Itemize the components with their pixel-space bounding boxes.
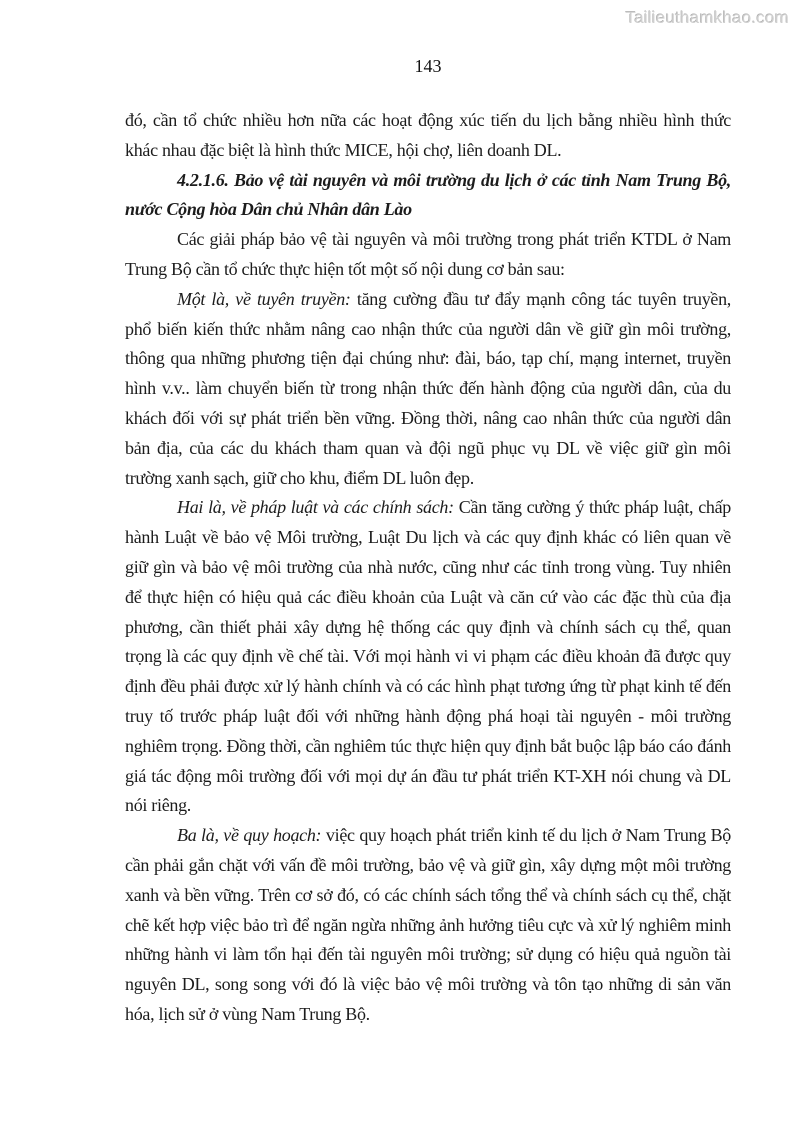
- paragraph-lead: Một là, về tuyên truyền:: [177, 288, 351, 309]
- paragraph-text: tăng cường đầu tư đẩy mạnh công tác tuyên truyền, phổ biến kiến thức nhằm nâng cao nhận thức của người dân về giữ gìn môi trường, thông qua những phương tiện đại chúng như: đài, báo, tạp chí, mạng internet, truyền hình v.v.. làm chuyển biến từ trong nhận thức đến hành động của người dân, của du khách đối với sự phát triển bền vững. Đồng thời, nâng cao nhân thức của người dân bản địa, của các du khách tham quan và đội ngũ phục vụ DL về việc giữ gìn môi trường xanh sạch, giữ cho khu, điểm DL luôn đẹp.: [125, 288, 731, 488]
- paragraph: [125, 821, 731, 1030]
- intro-paragraph: đó, cần tổ chức nhiều hơn nữa các hoạt động xúc tiến du lịch bằng nhiều hình thức khác nhau đặc biệt là hình thức MICE, hội chợ, liên doanh DL.: [125, 110, 731, 160]
- paragraph: [125, 285, 731, 494]
- page-number: 143: [414, 56, 442, 76]
- document-body: [125, 106, 731, 1030]
- paragraph: [125, 225, 731, 285]
- paragraph: [125, 493, 731, 821]
- watermark: Tailieuthamkhao.com: [625, 8, 789, 27]
- paragraph-text: Các giải pháp bảo vệ tài nguyên và môi trường trong phát triển KTDL ở Nam Trung Bộ cần tổ chức thực hiện tốt một số nội dung cơ bản sau:: [125, 229, 731, 279]
- paragraph-lead: Ba là, về quy hoạch:: [177, 825, 322, 846]
- paragraph-text: Cần tăng cường ý thức pháp luật, chấp hành Luật về bảo vệ Môi trường, Luật Du lịch và các quy định khác có liên quan về giữ gìn và bảo vệ môi trường của nhà nước, cũng như các tỉnh trong vùng. Tuy nhiên để thực hiện có hiệu quả các điều khoản của Luật và căn cứ vào các đặc thù của địa phương, cần thiết phải xây dựng hệ thống các quy định và chính sách cụ thể, quan trọng là các quy định về chế tài. Với mọi hành vi vi phạm các điều khoản đã được quy định đều phải được xử lý hành chính và có các hình phạt tương ứng từ phạt kinh tế đến truy tố trước pháp luật đối với những hành động phá hoại tài nguyên - môi trường nghiêm trọng. Đồng thời, cần nghiêm túc thực hiện quy định bắt buộc lập báo cáo đánh giá tác động môi trường đối với mọi dự án đầu tư phát triển KT-XH nói chung và DL nói riêng.: [125, 497, 731, 816]
- paragraph-text: việc quy hoạch phát triển kinh tế du lịch ở Nam Trung Bộ cần phải gắn chặt với vấn đề môi trường, bảo vệ và giữ gìn, xây dựng một môi trường xanh và bền vững. Trên cơ sở đó, có các chính sách tổng thể và chính sách cụ thể, chặt chẽ kết hợp việc bảo trì để ngăn ngừa những ảnh hưởng tiêu cực và xử lý nghiêm minh những hành vi làm tổn hại đến tài nguyên môi trường; sử dụng có hiệu quả nguồn tài nguyên DL, song song với đó là việc bảo vệ môi trường và tôn tạo những di sản văn hóa, lịch sử ở vùng Nam Trung Bộ.: [125, 825, 731, 1024]
- paragraph-lead: Hai là, về pháp luật và các chính sách:: [177, 497, 454, 518]
- section-heading: 4.2.1.6. Bảo vệ tài nguyên và môi trường du lịch ở các tỉnh Nam Trung Bộ, nước Cộng hòa Dân chủ Nhân dân Lào: [125, 169, 731, 220]
